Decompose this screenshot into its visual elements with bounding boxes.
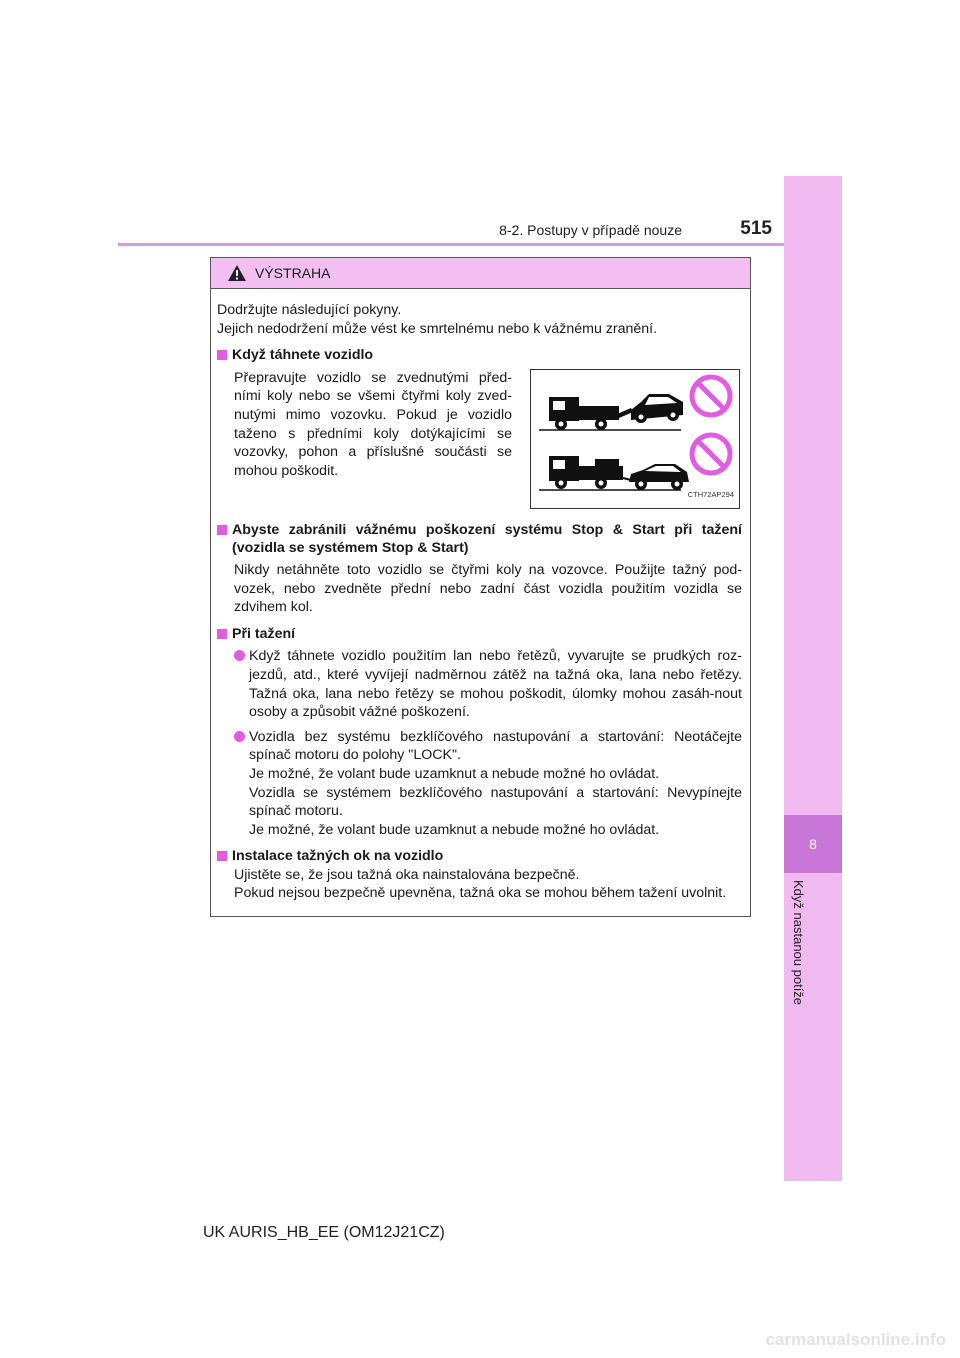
section-tow-eyelet-title: Instalace tažných ok na vozidlo: [217, 847, 742, 866]
header-rule: [118, 243, 784, 246]
section-towing-text: Přepravujte vozidlo se zvednutými před-ními koly nebo se všemi čtyřmi koly zved-nutými mimo vozovku. Pokud je vozidlo taženo s předními koly dotýkajícími se vozovky, pohon a příslušné součásti se mohou poškodit.: [234, 369, 512, 479]
towing-bullet-1: Když táhnete vozidlo použitím lan nebo řetězů, vyvarujte se prudkých roz-jezdů, atd., které vyvíjejí nadměrnou zátěž na tažná oka, lana nebo řetězy. Tažná oka, lana nebo řetězy se mohou poškodit, úlomky mohou zasáh-nout osoby a způsobit vážné poškození.: [217, 647, 742, 721]
side-tab: [784, 176, 842, 1181]
dot-bullet-icon: [234, 650, 245, 661]
section-stop-start-text: Nikdy netáhněte toto vozidlo se čtyřmi koly na vozovce. Použijte tažný pod-vozek, nebo zvedněte přední nebo zadní část vozidla použitím vozidla se zdvihem kol.: [234, 561, 742, 616]
square-bullet-icon: [217, 629, 227, 639]
page-number: 515: [740, 218, 772, 239]
warning-intro-2: Jejich nedodržení může vést ke smrtelnému nebo k vážnému zranění.: [217, 320, 658, 337]
towing-bullet-2: Vozidla bez systému bezklíčového nastupování a startování: Neotáčejte spínač motoru do polohy "LOCK". Je možné, že volant bude uzamknut a nebude možné ho ovládat. Vozidla se systémem bezklíčového nastupování a startování: Nevypínejte spínač motoru. Je možné, že volant bude uzamknut a nebude možné ho ovládat.: [217, 728, 742, 840]
towing-figure: [530, 369, 740, 509]
warning-intro-1: Dodržujte následující pokyny.: [217, 302, 402, 318]
square-bullet-icon: [217, 350, 227, 360]
square-bullet-icon: [217, 525, 227, 535]
section-title: 8-2. Postupy v případě nouze: [499, 222, 682, 238]
warning-triangle-icon: [227, 264, 247, 282]
warning-header: [211, 258, 750, 289]
section-towing-title: Když táhnete vozidlo: [217, 346, 742, 365]
section-tow-eyelet-line-1: Ujistěte se, že jsou tažná oka nainstalována bezpečně.: [234, 866, 580, 883]
section-towing-content: [217, 365, 742, 509]
section-tow-eyelet-line-2: Pokud nejsou bezpečně upevněna, tažná oka se mohou během tažení uvolnit.: [234, 885, 727, 902]
square-bullet-icon: [217, 851, 227, 861]
chapter-number: 8: [784, 815, 842, 873]
dot-bullet-icon: [234, 731, 245, 742]
warning-title: VÝSTRAHA: [255, 265, 331, 281]
footer-model: UK AURIS_HB_EE (OM12J21CZ): [203, 1224, 445, 1241]
watermark: carmanualsonline.info: [765, 1330, 946, 1349]
warning-body: [211, 289, 750, 903]
chapter-title: Když nastanou potíže: [791, 880, 806, 1006]
section-during-towing-title: Při tažení: [217, 625, 742, 644]
figure-code: CTH72AP294: [687, 490, 734, 500]
warning-box: [210, 257, 751, 917]
section-stop-start-title: Abyste zabránili vážnému poškození systému Stop & Start při tažení (vozidla se systémem Stop & Start): [217, 521, 742, 558]
